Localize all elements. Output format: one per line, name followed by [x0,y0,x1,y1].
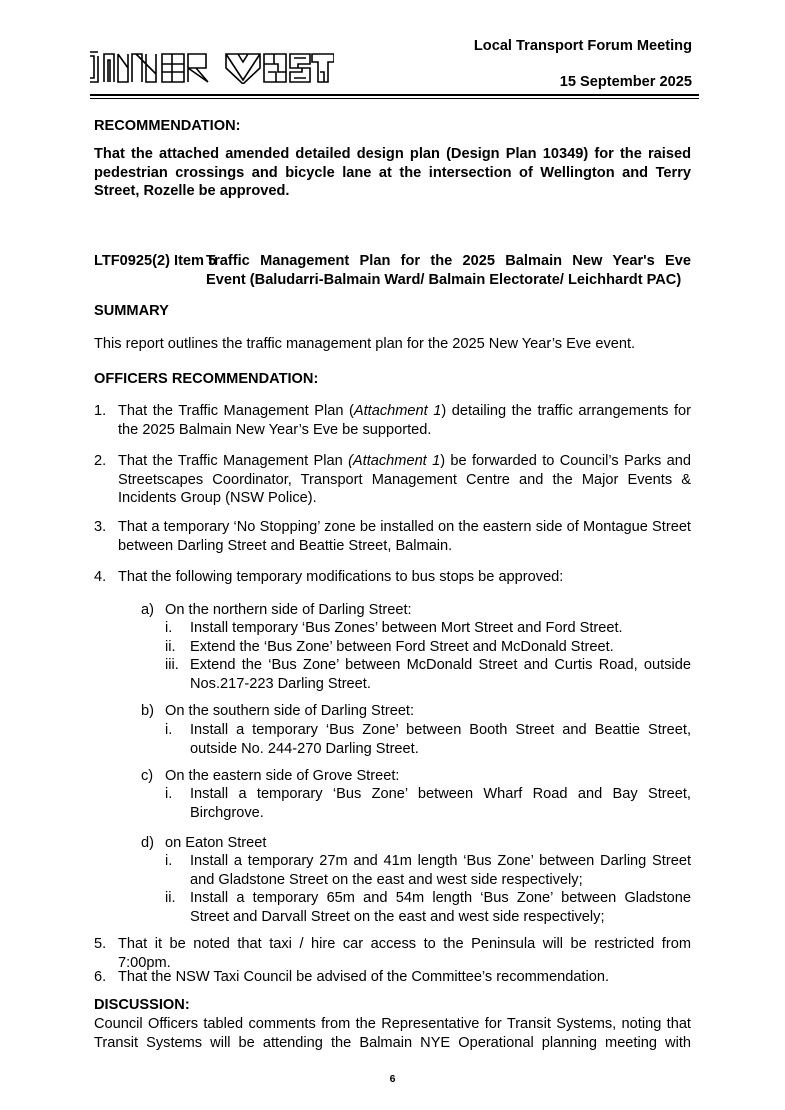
roman-text: Install a temporary ‘Bus Zone’ between Wharf Road and Bay Street, Birchgrove. [190,786,691,821]
sub-text: On the eastern side of Grove Street: [165,768,400,784]
recommendation-heading: RECOMMENDATION: [94,118,241,134]
summary-heading: SUMMARY [94,303,169,319]
item-ref: LTF0925(2) Item 5 [94,253,217,269]
roman-number: iii. [165,657,179,673]
item-number: 5. [94,936,107,952]
list-item [94,968,691,987]
list-item [94,402,691,439]
sub-label: d) [141,835,154,851]
meeting-date: 15 September 2025 [559,74,692,90]
roman-text: Extend the ‘Bus Zone’ between McDonald Street and Curtis Road, outside Nos.217-223 Darling Street. [190,657,691,692]
item-text: That a temporary ‘No Stopping’ zone be installed on the eastern side of Montague Street between Darling Street and Beattie Street, Balmain. [118,519,691,554]
sub-label: a) [141,602,154,618]
item-title-line2: Event (Baludarri-Balmain Ward/ Balmain Electorate/ Leichhardt PAC) [206,271,682,288]
item-text: That the following temporary modifications to bus stops be approved: [118,569,564,585]
sub-item [141,767,691,786]
item-text: That it be noted that taxi / hire car access to the Peninsula will be restricted from 7:00pm. [118,936,691,971]
roman-number: i. [165,722,173,738]
sub-text: On the southern side of Darling Street: [165,703,415,719]
header-rule-thin [90,98,699,99]
roman-number: i. [165,853,173,869]
inner-west-logo [88,50,334,84]
item-heading [94,252,691,289]
sub-text: on Eaton Street [165,835,267,851]
roman-text: Install a temporary 27m and 41m length ‘Bus Zone’ between Darling Street and Gladstone Street on the east and west side respectively; [190,853,691,888]
discussion-heading: DISCUSSION: [94,997,190,1013]
page-number: 6 [389,1073,396,1085]
item-text: That the Traffic Management Plan (Attachment 1) detailing the traffic arrangements for the 2025 Balmain New Year’s Eve be supported. [118,403,691,438]
roman-number: ii. [165,890,176,906]
item-text: That the Traffic Management Plan (Attachment 1) be forwarded to Council’s Parks and Streetscapes Coordinator, Transport Management Centre and the Major Events & Incidents Group (NSW Police). [118,453,691,507]
sub-item [141,834,691,853]
officers-heading: OFFICERS RECOMMENDATION: [94,371,319,387]
sub-item [141,601,691,620]
meeting-title: Local Transport Forum Meeting [473,38,692,54]
roman-item [165,656,691,693]
item-text: That the NSW Taxi Council be advised of the Committee’s recommendation. [118,969,610,985]
sub-item [141,702,691,721]
item-number: 6. [94,969,107,985]
sub-label: c) [141,768,154,784]
item-number: 4. [94,569,107,585]
header-rule [90,94,699,96]
summary-text: This report outlines the traffic management plan for the 2025 New Year’s Eve event. [94,336,636,352]
roman-text: Install a temporary ‘Bus Zone’ between Booth Street and Beattie Street, outside No. 244-270 Darling Street. [190,722,691,757]
roman-item [165,889,691,926]
list-item [94,452,691,508]
item-title-line1: Traffic Management Plan for the 2025 Balmain New Year's Eve [206,253,691,269]
roman-item [165,721,691,758]
roman-text: Extend the ‘Bus Zone’ between Ford Street and McDonald Street. [190,639,614,655]
recommendation-text: That the attached amended detailed design plan (Design Plan 10349) for the raised pedestrian crossings and bicycle lane at the intersection of Wellington and Terry Street, Rozelle be approved. [94,146,691,200]
item-number: 2. [94,453,107,469]
roman-text: Install a temporary 65m and 54m length ‘Bus Zone’ between Gladstone Street and Darvall Street on the east and west side respectively; [190,890,691,925]
list-item [94,568,691,587]
list-item [94,935,691,972]
roman-item [165,638,691,657]
roman-number: i. [165,620,173,636]
roman-number: i. [165,786,173,802]
roman-item [165,785,691,822]
roman-item [165,619,691,638]
sub-label: b) [141,703,154,719]
item-number: 3. [94,519,107,535]
roman-text: Install temporary ‘Bus Zones’ between Mort Street and Ford Street. [190,620,623,636]
item-number: 1. [94,403,107,419]
list-item [94,518,691,555]
sub-text: On the northern side of Darling Street: [165,602,412,618]
discussion-text: Council Officers tabled comments from the Representative for Transit Systems, noting that Transit Systems will be attending the Balmain NYE Operational planning meeting with [94,1016,691,1051]
roman-item [165,852,691,889]
roman-number: ii. [165,639,176,655]
